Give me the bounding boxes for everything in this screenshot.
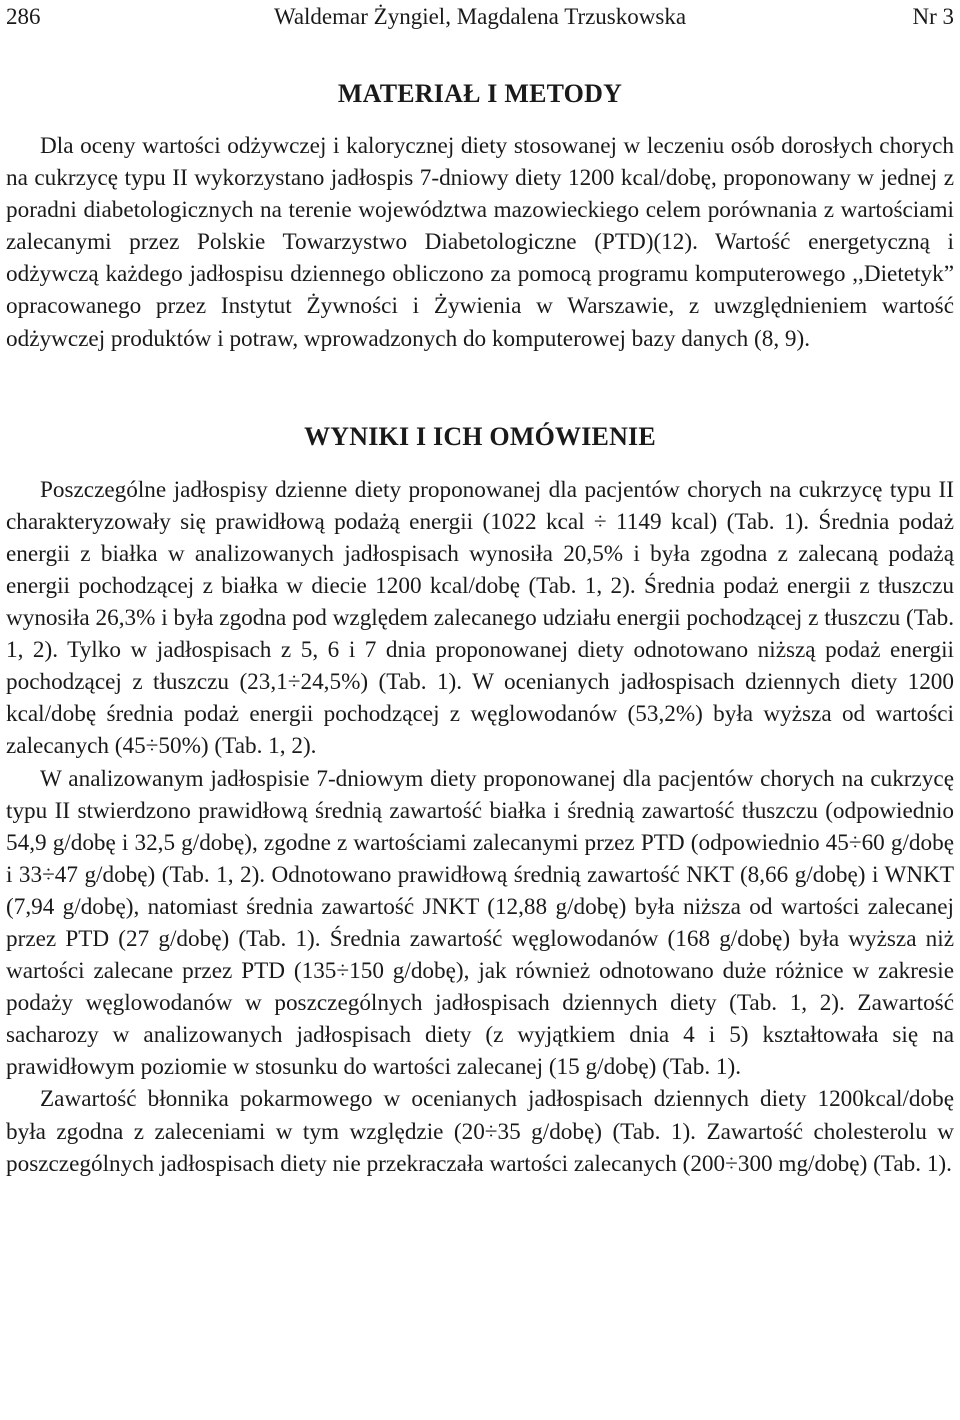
- results-paragraph-2: W analizowanym jadłospisie 7-dniowym diety proponowanej dla pacjentów chorych na cukrzycę typu II stwierdzono prawidłową średnią zawartość białka i średnią zawartość tłuszczu (odpowiednio 54,9 g/dobę i 32,5 g/dobę), zgodne z wartościami zalecanymi przez PTD (odpowiednio 45÷60 g/dobę i 33÷47 g/dobę) (Tab. 1, 2). Odnotowano prawidłową średnią zawartość NKT (8,66 g/dobę) i WNKT (7,94 g/dobę), natomiast średnia zawartość JNKT (12,88 g/dobę) była niższa od wartości zalecanej przez PTD (27 g/dobę) (Tab. 1). Średnia zawartość węglowodanów (168 g/dobę) była wyższa niż wartości zalecane przez PTD (135÷150 g/dobę), jak również odnotowano duże różnice w zakresie podaży węglowodanów w poszczególnych jadłospisach dziennych diety (Tab. 1, 2). Zawartość sacharozy w analizowanych jadłospisach diety (z wyjątkiem dnia 4 i 5) kształtowała się na prawidłowym poziomie w stosunku do wartości zalecanej (15 g/dobę) (Tab. 1).: [6, 765, 954, 1081]
- results-paragraph-1: Poszczególne jadłospisy dzienne diety proponowanej dla pacjentów chorych na cukrzycę typu II charakteryzowały się prawidłową podażą energii (1022 kcal ÷ 1149 kcal) (Tab. 1). Średnia podaż energii z białka w analizowanych jadłospisach wynosiła 20,5% i była zgodna z zalecaną podażą energii pochodzącej z białka w diecie 1200 kcal/dobę (Tab. 1, 2). Średnia podaż energii z tłuszczu wynosiła 26,3% i była zgodna pod względem zalecanego udziału energii pochodzącej z tłuszczu (Tab. 1, 2). Tylko w jadłospisach z 5, 6 i 7 dnia proponowanej diety odnotowano niższą podaż energii pochodzącej z tłuszczu (23,1÷24,5%) (Tab. 1). W ocenianych jadłospisach dziennych diety 1200 kcal/dobę średnia podaż energii pochodzącej z węglowodanów (53,2%) była wyższa od wartości zalecanych (45÷50%) (Tab. 1, 2).: [6, 476, 954, 760]
- page-number: 286: [6, 4, 41, 29]
- results-paragraph-3: Zawartość błonnika pokarmowego w ocenianych jadłospisach dziennych diety 1200kcal/dobę była zgodna z zaleceniami w tym względzie (20÷35 g/dobę) (Tab. 1). Zawartość cholesterolu w poszczególnych jadłospisach diety nie przekraczała wartości zalecanych (200÷300 mg/dobę) (Tab. 1).: [6, 1086, 954, 1177]
- issue-number: Nr 3: [912, 4, 954, 29]
- running-header: [6, 0, 954, 40]
- section-title-methods: MATERIAŁ I METODY: [337, 79, 623, 108]
- header-authors: Waldemar Żyngiel, Magdalena Trzuskowska: [273, 4, 687, 29]
- section-title-results: WYNIKI I ICH OMÓWIENIE: [304, 421, 656, 451]
- document-page: [6, 0, 954, 1180]
- methods-paragraph: Dla oceny wartości odżywczej i kalorycznej diety stosowanej w leczeniu osób dorosłych chorych na cukrzycę typu II wykorzystano jadłospis 7-dniowy diety 1200 kcal/dobę, proponowany w jednej z poradni diabetologicznych na terenie województwa mazowieckiego celem porównania z wartościami zalecanymi przez Polskie Towarzystwo Diabetologiczne (PTD)(12). Wartość energetyczną i odżywczą każdego jadłospisu dziennego obliczono za pomocą programu komputerowego ,,Dietetyk” opracowanego przez Instytut Żywności i Żywienia w Warszawie, z uwzględnieniem wartość odżywczej produktów i potraw, wprowadzonych do komputerowej bazy danych (8, 9).: [6, 133, 954, 352]
